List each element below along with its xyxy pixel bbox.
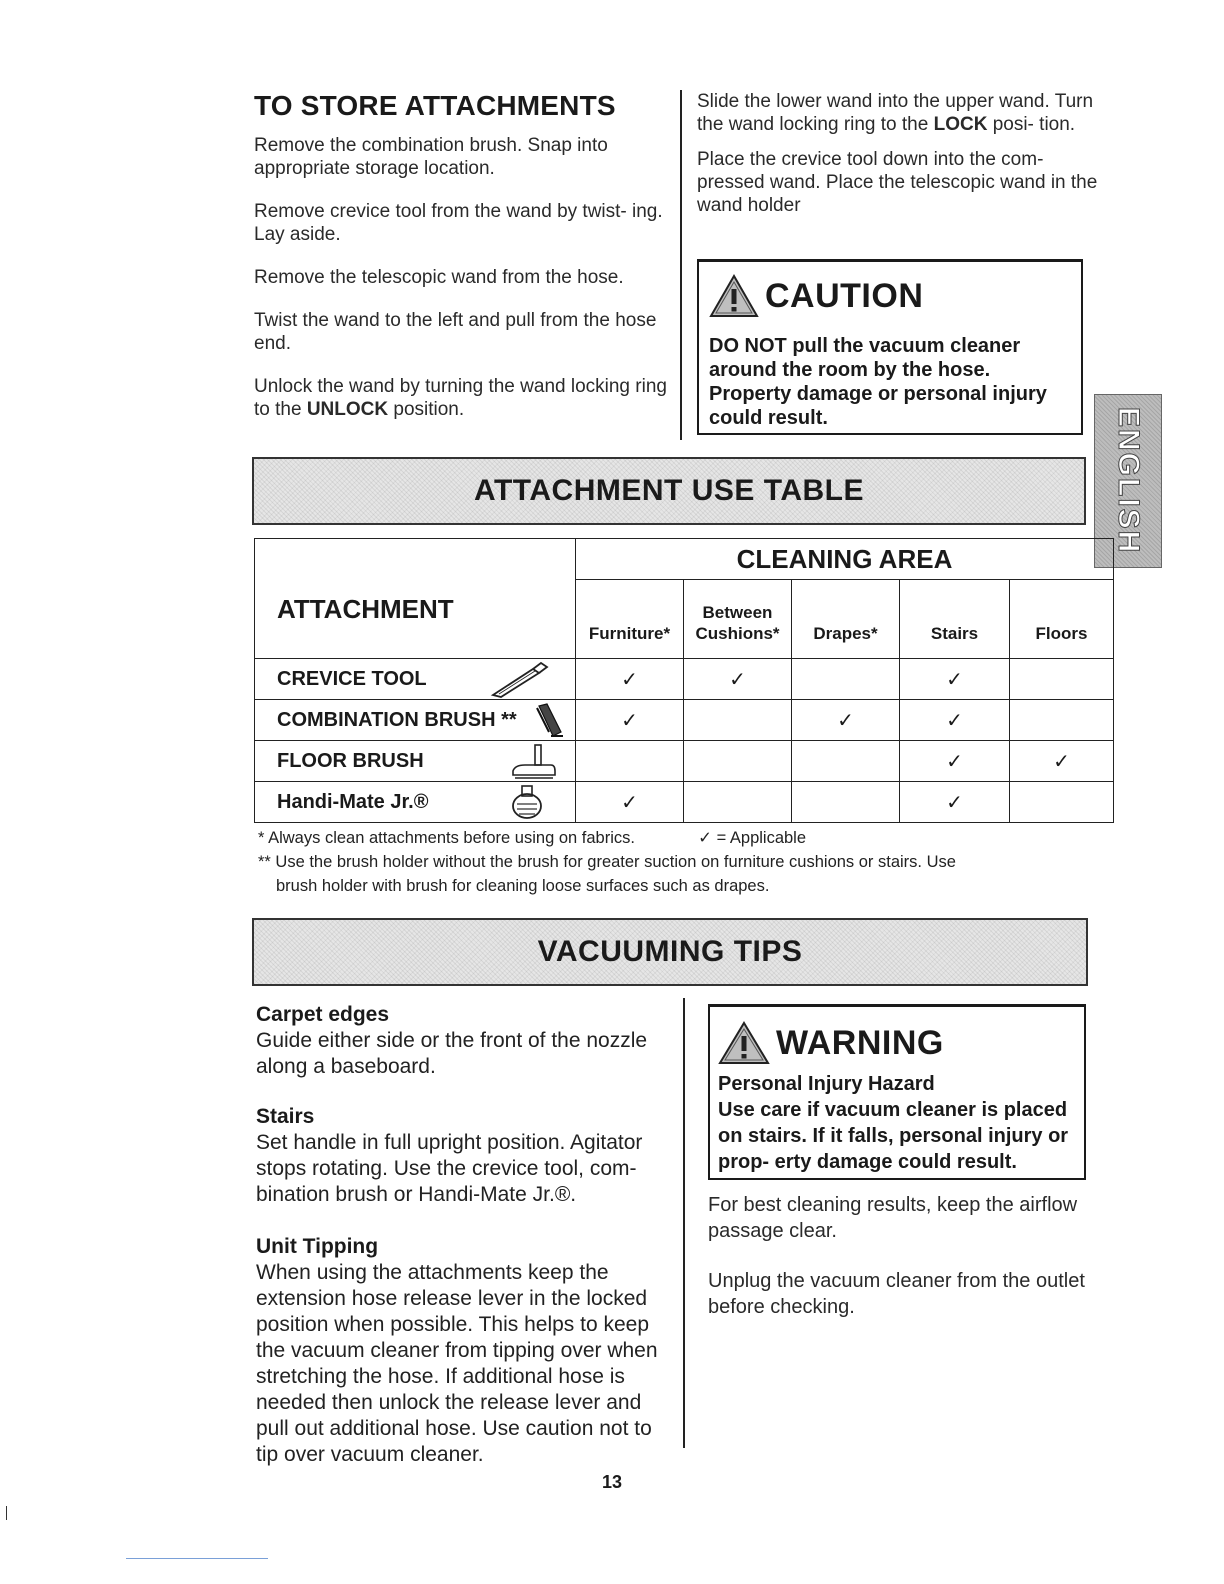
store-paragraph: Remove crevice tool from the wand by twist- ing. Lay aside. bbox=[254, 201, 663, 245]
check-cell bbox=[1010, 700, 1114, 741]
column-divider-bottom bbox=[683, 998, 685, 1448]
table-column-row bbox=[255, 580, 1114, 659]
vacuuming-tips-left bbox=[256, 1002, 676, 1468]
footnote-line bbox=[258, 826, 1088, 850]
page-number: 13 bbox=[601, 1472, 623, 1492]
combination-brush-icon bbox=[533, 702, 565, 740]
attachment-name: Handi-Mate Jr.® bbox=[277, 790, 429, 813]
column-header-between-cushions bbox=[684, 580, 792, 659]
check-cell bbox=[684, 700, 792, 741]
check-cell: ✓ bbox=[576, 782, 684, 823]
stairs-text: Set handle in full upright position. Agitator stops rotating. Use the crevice tool, com- bination brush or Handi-Mate Jr.®. bbox=[256, 1131, 643, 1206]
check-cell: ✓ bbox=[576, 659, 684, 700]
store-attachments-section bbox=[254, 90, 674, 441]
attachment-name-cell bbox=[255, 659, 576, 700]
check-cell: ✓ bbox=[900, 782, 1010, 823]
warning-title: WARNING bbox=[776, 1023, 944, 1062]
footnote-fabrics: * Always clean attachments before using on fabrics. bbox=[258, 829, 635, 847]
lock-paragraph bbox=[697, 90, 1107, 136]
unlock-text-pre: Unlock the wand by turning the wand locking ring to the bbox=[254, 376, 667, 420]
table-row bbox=[255, 741, 1114, 782]
column-header-furniture: Furniture* bbox=[576, 580, 684, 659]
language-tab-label: ENGLISH bbox=[1112, 407, 1145, 555]
check-cell: ✓ bbox=[900, 741, 1010, 782]
warning-triangle-icon bbox=[718, 1021, 770, 1065]
caution-box bbox=[697, 259, 1083, 435]
check-cell: ✓ bbox=[576, 700, 684, 741]
handi-mate-icon bbox=[509, 784, 545, 822]
table-header-row bbox=[255, 539, 1114, 580]
unplug-paragraph: Unplug the vacuum cleaner from the outlet before checking. bbox=[708, 1270, 1085, 1318]
store-unlock-paragraph bbox=[254, 375, 674, 421]
unit-tipping-title: Unit Tipping bbox=[256, 1235, 379, 1258]
attachment-name-cell bbox=[255, 741, 576, 782]
crevice-tool-icon bbox=[489, 661, 549, 699]
attachment-use-table bbox=[254, 538, 1114, 823]
check-cell: ✓ bbox=[900, 659, 1010, 700]
applicable-legend: = Applicable bbox=[716, 829, 807, 847]
check-cell: ✓ bbox=[1010, 741, 1114, 782]
cleaning-area-header: CLEANING AREA bbox=[576, 539, 1114, 580]
store-attachments-title: TO STORE ATTACHMENTS bbox=[254, 90, 616, 121]
check-cell: ✓ bbox=[684, 659, 792, 700]
carpet-edges-title: Carpet edges bbox=[256, 1003, 390, 1026]
lock-text-post: posi- tion. bbox=[987, 114, 1076, 135]
attachment-name-cell bbox=[255, 700, 576, 741]
attachment-name: COMBINATION BRUSH ** bbox=[277, 708, 517, 731]
crevice-storage-paragraph: Place the crevice tool down into the com- pressed wand. Place the telescopic wand in the wand holder bbox=[697, 149, 1098, 216]
lock-keyword: LOCK bbox=[933, 114, 988, 135]
warning-box bbox=[708, 1004, 1086, 1180]
corner-mark bbox=[6, 1506, 7, 1520]
check-cell bbox=[792, 659, 900, 700]
airflow-paragraph: For best cleaning results, keep the airflow passage clear. bbox=[708, 1194, 1078, 1242]
store-paragraph: Remove the combination brush. Snap into appropriate storage location. bbox=[254, 135, 608, 179]
check-cell bbox=[1010, 782, 1114, 823]
attachment-use-table-title: ATTACHMENT USE TABLE bbox=[474, 474, 864, 507]
warning-header bbox=[718, 1021, 1084, 1065]
footnote-brush-holder-cont: brush holder with brush for cleaning loose surfaces such as drapes. bbox=[276, 877, 770, 895]
attachment-name-cell bbox=[255, 782, 576, 823]
column-header-floors: Floors bbox=[1010, 580, 1114, 659]
check-cell bbox=[792, 741, 900, 782]
column-header-between: Between bbox=[702, 603, 773, 622]
check-cell: ✓ bbox=[900, 700, 1010, 741]
wand-storage-steps bbox=[697, 90, 1107, 229]
check-cell bbox=[1010, 659, 1114, 700]
table-footnotes bbox=[258, 826, 1088, 898]
vacuuming-tips-banner bbox=[252, 918, 1088, 986]
store-paragraph: Twist the wand to the left and pull from the hose end. bbox=[254, 310, 657, 354]
store-paragraph: Remove the telescopic wand from the hose. bbox=[254, 267, 624, 288]
bottom-rule bbox=[126, 1558, 268, 1559]
table-corner-cell bbox=[255, 539, 576, 580]
warning-triangle-icon bbox=[709, 274, 759, 318]
unit-tipping-text: When using the attachments keep the extension hose release lever in the locked position when possible. This helps to keep the vacuum cleaner from tipping over when stretching the hose. If additional hose is needed then unlock the release lever and pull out additional hose. Use caution not to tip over vacuum cleaner. bbox=[256, 1261, 658, 1466]
attachment-name: CREVICE TOOL bbox=[277, 667, 427, 690]
column-header-drapes: Drapes* bbox=[792, 580, 900, 659]
unlock-text-post: position. bbox=[388, 399, 465, 420]
check-cell: ✓ bbox=[792, 700, 900, 741]
attachment-name: FLOOR BRUSH bbox=[277, 749, 424, 772]
attachment-column-header: ATTACHMENT bbox=[255, 580, 576, 659]
attachment-use-table-banner bbox=[252, 457, 1086, 525]
column-header-cushions: Cushions* bbox=[695, 624, 780, 643]
table-row bbox=[255, 700, 1114, 741]
column-divider-top bbox=[680, 90, 682, 440]
stairs-title: Stairs bbox=[256, 1105, 315, 1128]
applicable-check-symbol: ✓ bbox=[698, 829, 712, 847]
vacuuming-tips-right bbox=[708, 1192, 1108, 1344]
check-cell bbox=[792, 782, 900, 823]
caution-header bbox=[709, 274, 1081, 318]
carpet-edges-text: Guide either side or the front of the nozzle along a baseboard. bbox=[256, 1029, 648, 1078]
column-header-stairs: Stairs bbox=[900, 580, 1010, 659]
vacuuming-tips-title: VACUUMING TIPS bbox=[537, 935, 803, 968]
unlock-keyword: UNLOCK bbox=[306, 399, 389, 420]
check-cell bbox=[684, 782, 792, 823]
table-row bbox=[255, 659, 1114, 700]
check-cell bbox=[684, 741, 792, 782]
lock-text-pre: Slide the lower wand into the upper wand. Turn the wand locking ring to the bbox=[697, 91, 1094, 135]
warning-subtitle: Personal Injury Hazard bbox=[718, 1073, 935, 1095]
footnote-brush-holder: ** Use the brush holder without the brush for greater suction on furniture cushions or stairs. Use bbox=[258, 853, 956, 871]
floor-brush-icon bbox=[511, 743, 557, 781]
caution-title: CAUTION bbox=[765, 276, 924, 315]
caution-text: DO NOT pull the vacuum cleaner around the room by the hose. Property damage or personal injury could result. bbox=[709, 335, 1047, 429]
check-cell bbox=[576, 741, 684, 782]
table-row bbox=[255, 782, 1114, 823]
warning-text: Use care if vacuum cleaner is placed on stairs. If it falls, personal injury or prop- erty damage could result. bbox=[718, 1099, 1069, 1173]
